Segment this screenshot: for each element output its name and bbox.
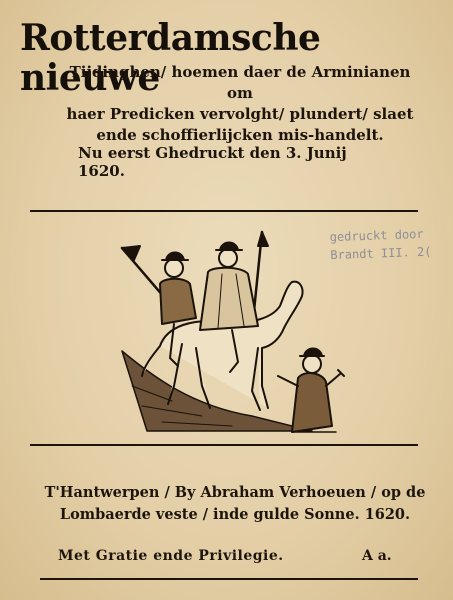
annotation-line: Brandt III. 2( (330, 244, 432, 263)
subtitle-line: ende schoffierlijcken mis-handelt. (96, 126, 384, 144)
printing-date: Nu eerst Ghedruckt den 3. Junij 1620. (78, 144, 347, 180)
pamphlet-title: Rotterdamsche nieuwe (20, 17, 321, 99)
imprint-line: Lombaerde veste / inde gulde Sonne. 1620. (59, 506, 411, 523)
mid-rule (30, 444, 418, 446)
imprint-line: T'Hantwerpen / By Abraham Verhoeuen / op de (44, 484, 426, 501)
woodcut-illustration (112, 226, 362, 442)
imprint (30, 482, 440, 526)
annotation-line: gedruckt door (329, 226, 424, 245)
bottom-rule (40, 578, 418, 580)
subtitle-line: Tijdinghen/ hoemen daer de Arminianen om (69, 63, 411, 102)
signature-mark: A a. (362, 548, 392, 564)
privilege-line: Met Gratie ende Privilegie. (58, 548, 284, 564)
top-rule (30, 210, 418, 212)
pamphlet-subtitle (60, 62, 420, 146)
subtitle-line: haer Predicken vervolght/ plundert/ slaet (66, 105, 414, 123)
